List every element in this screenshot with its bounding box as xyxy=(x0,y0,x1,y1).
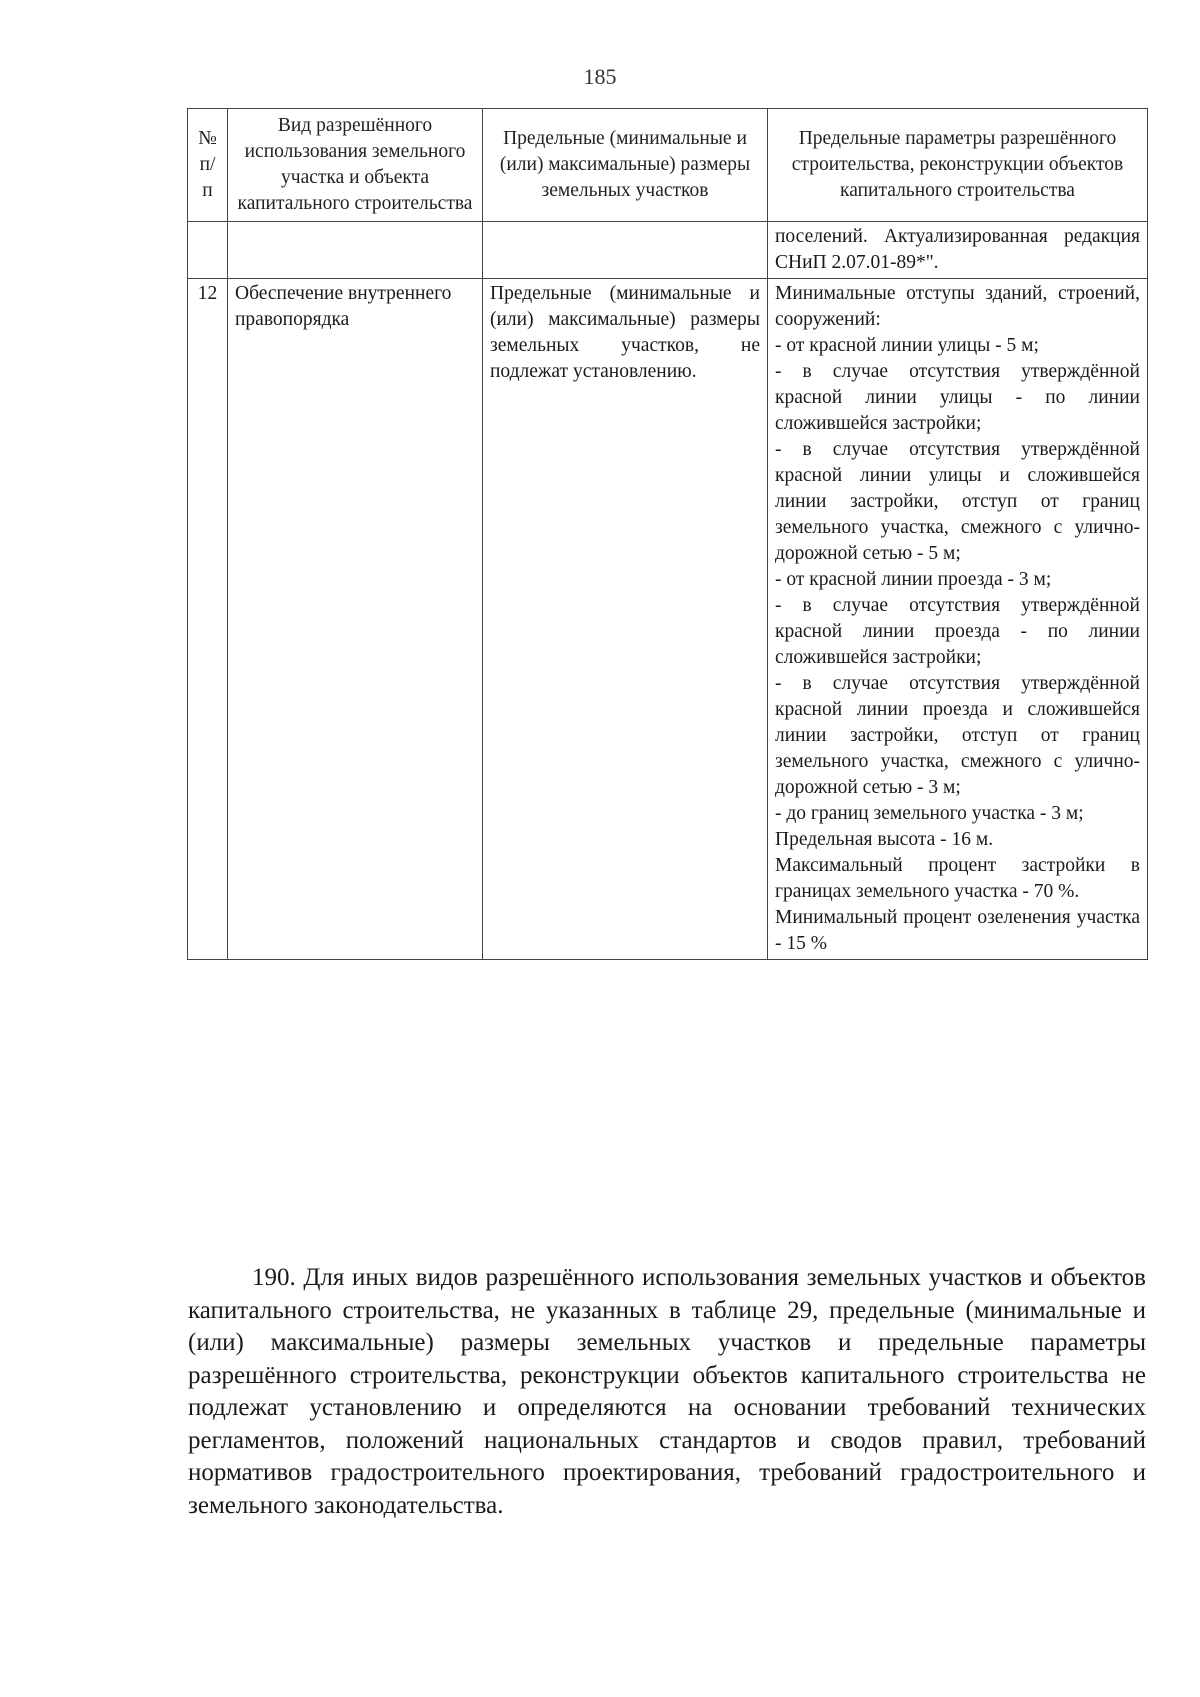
cell-construction-params xyxy=(768,279,1148,960)
header-number: № п/п xyxy=(188,109,228,222)
param-line: - в случае отсутствия утверждённой красной линии проезда - по линии сложившейся застройки; xyxy=(775,595,1140,668)
clause-190 xyxy=(188,1262,1146,1522)
cell-empty xyxy=(483,222,768,279)
param-line: - от красной линии проезда - 3 м; xyxy=(775,569,1052,590)
param-line: Предельная высота - 16 м. xyxy=(775,829,994,850)
clause-190-text: 190. Для иных видов разрешённого использования земельных участков и объектов капитального строительства, не указанных в таблице 29, предельные (минимальные и (или) максимальные) размеры земельных участков и предельные параметры разрешённого строительства, реконструкции объектов капитального строительства не подлежат установлению и определяются на основании требований технических регламентов, положений национальных стандартов и сводов правил, требований нормативов градостроительного проектирования, требований градостроительного и земельного законодательства. xyxy=(188,1264,1146,1519)
header-construction-params: Предельные параметры разрешённого строительства, реконструкции объектов капитального строительства xyxy=(768,109,1148,222)
cell-plot-sizes: Предельные (минимальные и (или) максимальные) размеры земельных участков, не подлежат установлению. xyxy=(483,279,768,960)
header-plot-sizes: Предельные (минимальные и (или) максимальные) размеры земельных участков xyxy=(483,109,768,222)
page-number: 185 xyxy=(583,64,617,89)
table-header-row xyxy=(188,109,1148,222)
cell-row-number: 12 xyxy=(188,279,228,960)
header-use-type: Вид разрешённого использования земельного участка и объекта капитального строительства xyxy=(228,109,483,222)
cell-empty xyxy=(228,222,483,279)
param-line: - от красной линии улицы - 5 м; xyxy=(775,335,1039,356)
cell-params-continuation: поселений. Актуализированная редакция СНиП 2.07.01-89*". xyxy=(768,222,1148,279)
param-line: - в случае отсутствия утверждённой красной линии улицы и сложившейся линии застройки, отступ от границ земельного участка, смежного с улично-дорожной сетью - 5 м; xyxy=(775,439,1140,564)
param-line: Максимальный процент застройки в границах земельного участка - 70 %. xyxy=(775,855,1140,902)
parameters-table xyxy=(187,108,1148,960)
param-line: - в случае отсутствия утверждённой красной линии проезда и сложившейся линии застройки, отступ от границ земельного участка, смежного с улично-дорожной сетью - 3 м; xyxy=(775,673,1140,798)
table-row-continuation xyxy=(188,222,1148,279)
param-line: - до границ земельного участка - 3 м; xyxy=(775,803,1084,824)
cell-empty xyxy=(188,222,228,279)
param-line: - в случае отсутствия утверждённой красной линии улицы - по линии сложившейся застройки; xyxy=(775,361,1140,434)
param-line: Минимальные отступы зданий, строений, сооружений: xyxy=(775,283,1140,330)
cell-use-type: Обеспечение внутреннего правопорядка xyxy=(228,279,483,960)
param-line: Минимальный процент озеленения участка - 15 % xyxy=(775,907,1140,954)
table-row xyxy=(188,279,1148,960)
